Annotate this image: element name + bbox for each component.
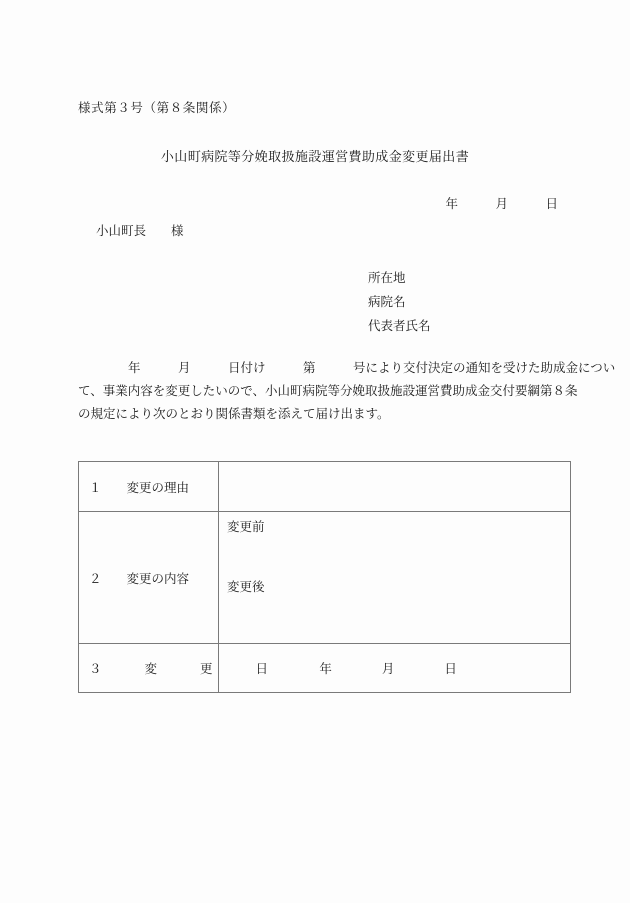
change-date-fields: 年 月 日 <box>319 662 457 676</box>
table-row <box>79 644 571 693</box>
change-content-after-label: 変更後 <box>227 580 265 594</box>
submitter-field-representative-name: 代表者氏名 <box>368 319 431 333</box>
body-line-3: の規定により次のとおり関係書類を添えて届け出ます。 <box>78 407 390 421</box>
row-label-change-date: ３ 変 更 日 <box>79 644 219 693</box>
row-label-change-content: ２ 変更の内容 <box>79 512 219 644</box>
submitter-block <box>368 266 431 338</box>
submitter-field-address: 所在地 <box>368 271 406 285</box>
table-row <box>79 462 571 512</box>
body-line-1: 年 月 日付け 第 号により交付決定の通知を受けた助成金につい <box>78 361 616 375</box>
body-line-2: て、事業内容を変更したいので、小山町病院等分娩取扱施設運営費助成金交付要綱第８条 <box>78 384 578 398</box>
document-title: 小山町病院等分娩取扱施設運営費助成金変更届出書 <box>160 149 470 164</box>
body-paragraph <box>78 357 616 426</box>
addressee: 小山町長 様 <box>96 224 184 238</box>
form-number: 様式第３号（第８条関係） <box>78 101 236 115</box>
row-value-change-reason[interactable] <box>219 462 571 512</box>
row-value-change-content[interactable] <box>219 512 571 644</box>
row-label-change-reason: １ 変更の理由 <box>79 462 219 512</box>
change-content-before-label: 変更前 <box>227 520 265 534</box>
change-notification-table <box>78 461 571 693</box>
table-row <box>79 512 571 644</box>
submission-date-line: 年 月 日 <box>445 197 558 211</box>
submitter-field-hospital-name: 病院名 <box>368 295 406 309</box>
